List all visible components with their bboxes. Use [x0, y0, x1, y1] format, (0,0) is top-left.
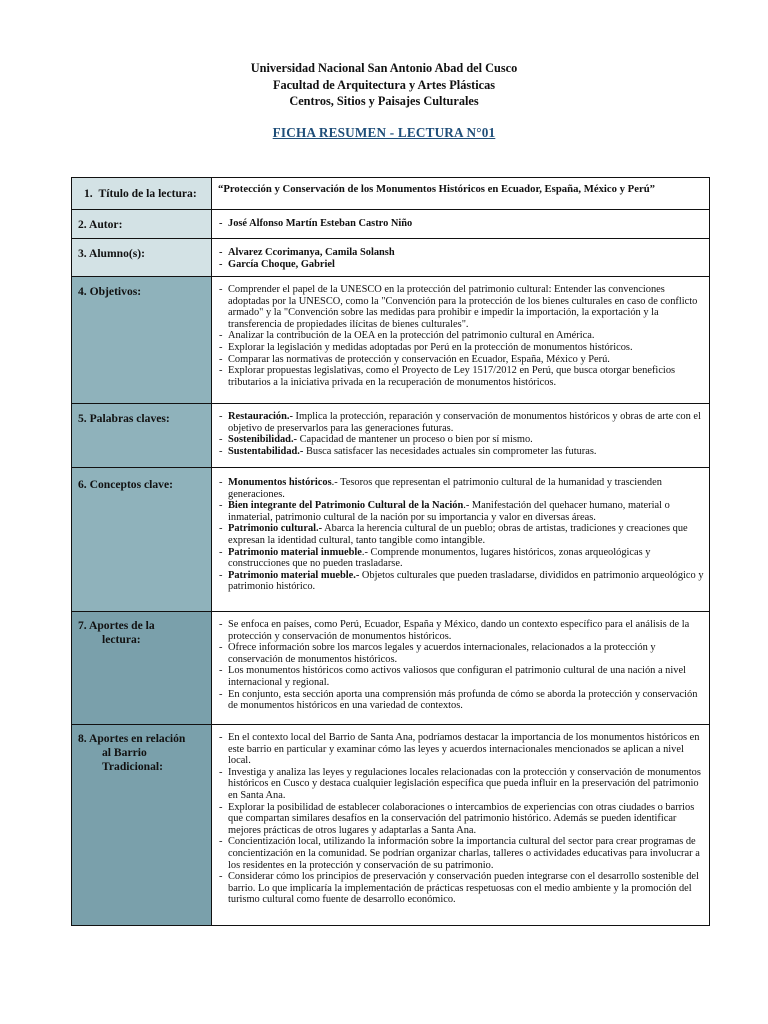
row-conceptos	[72, 468, 710, 612]
concepto-item	[218, 500, 705, 523]
label-line: Tradicional:	[102, 760, 163, 773]
palabra-text: Busca satisfacer las necesidades actuales sin comprometer las futuras.	[303, 445, 597, 457]
summary-table	[71, 177, 710, 926]
concepto-text: Abarca la herencia cultural de un pueblo; obras de artistas, tradiciones y creaciones que expresan la identidad cultural, tanto tangible como intangible.	[228, 523, 688, 546]
faculty-name: Facultad de Arquitectura y Artes Plásticas	[272, 77, 496, 92]
concepto-text: .- Tesoros que representan el patrimonio cultural de la humanidad y trascienden generaciones.	[228, 477, 662, 500]
value-alumnos	[212, 239, 710, 277]
palabra-text: Capacidad de mantener un proceso o bien por sí mismo.	[297, 434, 533, 446]
objetivo-item: - Analizar la contribución de la OEA en la protección del patrimonio cultural en América.	[218, 330, 705, 342]
row-barrio	[72, 725, 710, 926]
row-objetivos	[72, 277, 710, 404]
label-aportes	[72, 612, 212, 725]
value-palabras	[212, 404, 710, 468]
palabra-term: Sustentabilidad.-	[228, 445, 304, 457]
row-alumnos	[72, 239, 710, 277]
label-titulo	[72, 178, 212, 210]
row-aportes	[72, 612, 710, 725]
label-conceptos: 6. Conceptos clave:	[72, 468, 212, 612]
value-objetivos	[212, 277, 710, 404]
alumno-item: - Alvarez Ccorimanya, Camila Solansh	[218, 247, 705, 259]
row-autor	[72, 210, 710, 239]
aporte-item: - En conjunto, esta sección aporta una comprensión más profunda de cómo se aborda la protección y conservación de monumentos históricos en una variedad de contextos.	[218, 689, 705, 712]
ficha-title: FICHA RESUMEN - LECTURA N°01	[272, 125, 496, 140]
barrio-item: - Explorar la posibilidad de establecer colaboraciones o intercambios de experiencias con otras ciudades o barrios que compartan similares desafíos en la conservación del patrimonio histórico. Además se pueden identificar mejores prácticas de otros lugares y adaptarlas a Santa Ana.	[218, 802, 705, 837]
concepto-term: Patrimonio cultural.-	[228, 523, 323, 535]
value-titulo: “Protección y Conservación de los Monumentos Históricos en Ecuador, España, México y Perú”	[212, 178, 710, 210]
palabra-text: Implica la protección, reparación y conservación de monumentos históricos y obras de arte con el objetivo de preservarlos para las generaciones futuras.	[228, 411, 701, 434]
label-line: al Barrio	[102, 746, 147, 759]
palabra-term: Sostenibilidad.-	[228, 434, 298, 446]
alumno-item: - García Choque, Gabriel	[218, 259, 705, 271]
label-palabras: 5. Palabras claves:	[72, 404, 212, 468]
course-name: Centros, Sitios y Paisajes Culturales	[289, 94, 479, 108]
label-alumnos: 3. Alumno(s):	[72, 239, 212, 277]
concepto-item	[218, 570, 705, 593]
palabra-item	[218, 434, 705, 446]
label-number: 1.	[84, 187, 93, 200]
autor-name: - José Alfonso Martín Esteban Castro Niño	[218, 218, 705, 230]
barrio-item: - Investiga y analiza las leyes y regulaciones locales relacionadas con la protección y conservación de monumentos históricos en Cusco y destaca cualquier legislación específica que pueda influir en la preservación del patrimonio en Santa Ana.	[218, 767, 705, 802]
barrio-item: - Concientización local, utilizando la información sobre la importancia cultural del sector para crear programas de concientización en la comunidad. Se podrían organizar charlas, talleres o actividades educativas para involucrar a los residentes en la protección y conservación de su patrimonio.	[218, 836, 705, 871]
value-autor	[212, 210, 710, 239]
value-aportes	[212, 612, 710, 725]
concepto-text: .- Comprende monumentos, lugares históricos, zonas arqueológicas y construcciones que no pueden trasladarse.	[228, 546, 651, 570]
concepto-text: .- Manifestación del quehacer humano, material o inmaterial, patrimonio cultural de la nación por su importancia y valor en diversas áreas.	[228, 500, 670, 523]
objetivo-item: - Explorar la legislación y medidas adoptadas por Perú en la protección de monumentos históricos.	[218, 342, 705, 354]
concepto-term: Patrimonio material inmueble	[228, 546, 362, 558]
concepto-text: Objetos culturales que pueden trasladarse, divididos en patrimonio arqueológico y patrimonio histórico.	[228, 569, 704, 593]
label-objetivos: 4. Objetivos:	[72, 277, 212, 404]
aporte-item: - Ofrece información sobre los marcos legales y acuerdos internacionales, relacionados a la protección y conservación de monumentos históricos.	[218, 642, 705, 665]
objetivo-item: - Comprender el papel de la UNESCO en la protección del patrimonio cultural: Entender las convenciones adoptadas por la UNESCO, como la "Convención para la protección de los bienes culturales en caso de conflicto armado" y la "Convención sobre las medidas para prohibir e impedir la importación, la exportación y la transferencia de propiedades ilícitas de bienes culturales".	[218, 284, 705, 330]
label-autor: 2. Autor:	[72, 210, 212, 239]
label-text: Título de la lectura:	[98, 187, 197, 200]
objetivo-item: - Explorar propuestas legislativas, como el Proyecto de Ley 1517/2012 en Perú, que busca otorgar beneficios tributarios a la iniciativa privada en la recuperación de monumentos históricos.	[218, 365, 705, 388]
label-line: 8. Aportes en relación	[78, 732, 186, 745]
university-name: Universidad Nacional San Antonio Abad del Cusco	[250, 61, 518, 75]
label-barrio	[72, 725, 212, 926]
label-line: lectura:	[102, 633, 141, 646]
palabra-item	[218, 411, 705, 434]
concepto-term: Monumentos históricos	[228, 477, 332, 488]
value-conceptos	[212, 468, 710, 612]
value-barrio	[212, 725, 710, 926]
palabra-item	[218, 446, 705, 458]
row-titulo	[72, 178, 710, 210]
concepto-term: Bien integrante del Patrimonio Cultural de la Nación	[228, 500, 464, 512]
aporte-item: - Se enfoca en países, como Perú, Ecuador, España y México, dando un contexto específico para el análisis de la protección y conservación de monumentos históricos.	[218, 619, 705, 642]
barrio-item: - En el contexto local del Barrio de Santa Ana, podríamos destacar la importancia de los monumentos históricos en este barrio en particular y examinar cómo las leyes y acuerdos internacionales mencionados se aplican a nivel local.	[218, 732, 705, 767]
palabra-term: Restauración.-	[228, 411, 293, 422]
concepto-term: Patrimonio material mueble.-	[228, 569, 360, 581]
barrio-item: - Considerar cómo los principios de preservación y conservación pueden integrarse con el desarrollo sostenible del barrio. Lo que implicaría la implementación de prácticas respetuosas con el medio ambiente y la promoción del turismo cultural como fuente de desarrollo económico.	[218, 871, 705, 906]
aporte-item: - Los monumentos históricos como activos valiosos que configuran el patrimonio cultural de una nación a nivel internacional y regional.	[218, 665, 705, 688]
document-header	[0, 60, 768, 110]
concepto-item	[218, 477, 705, 500]
concepto-item	[218, 523, 705, 546]
row-palabras	[72, 404, 710, 468]
label-line: 7. Aportes de la	[78, 619, 155, 632]
objetivo-item: - Comparar las normativas de protección y conservación en Ecuador, España, México y Perú.	[218, 354, 705, 366]
concepto-item	[218, 547, 705, 570]
